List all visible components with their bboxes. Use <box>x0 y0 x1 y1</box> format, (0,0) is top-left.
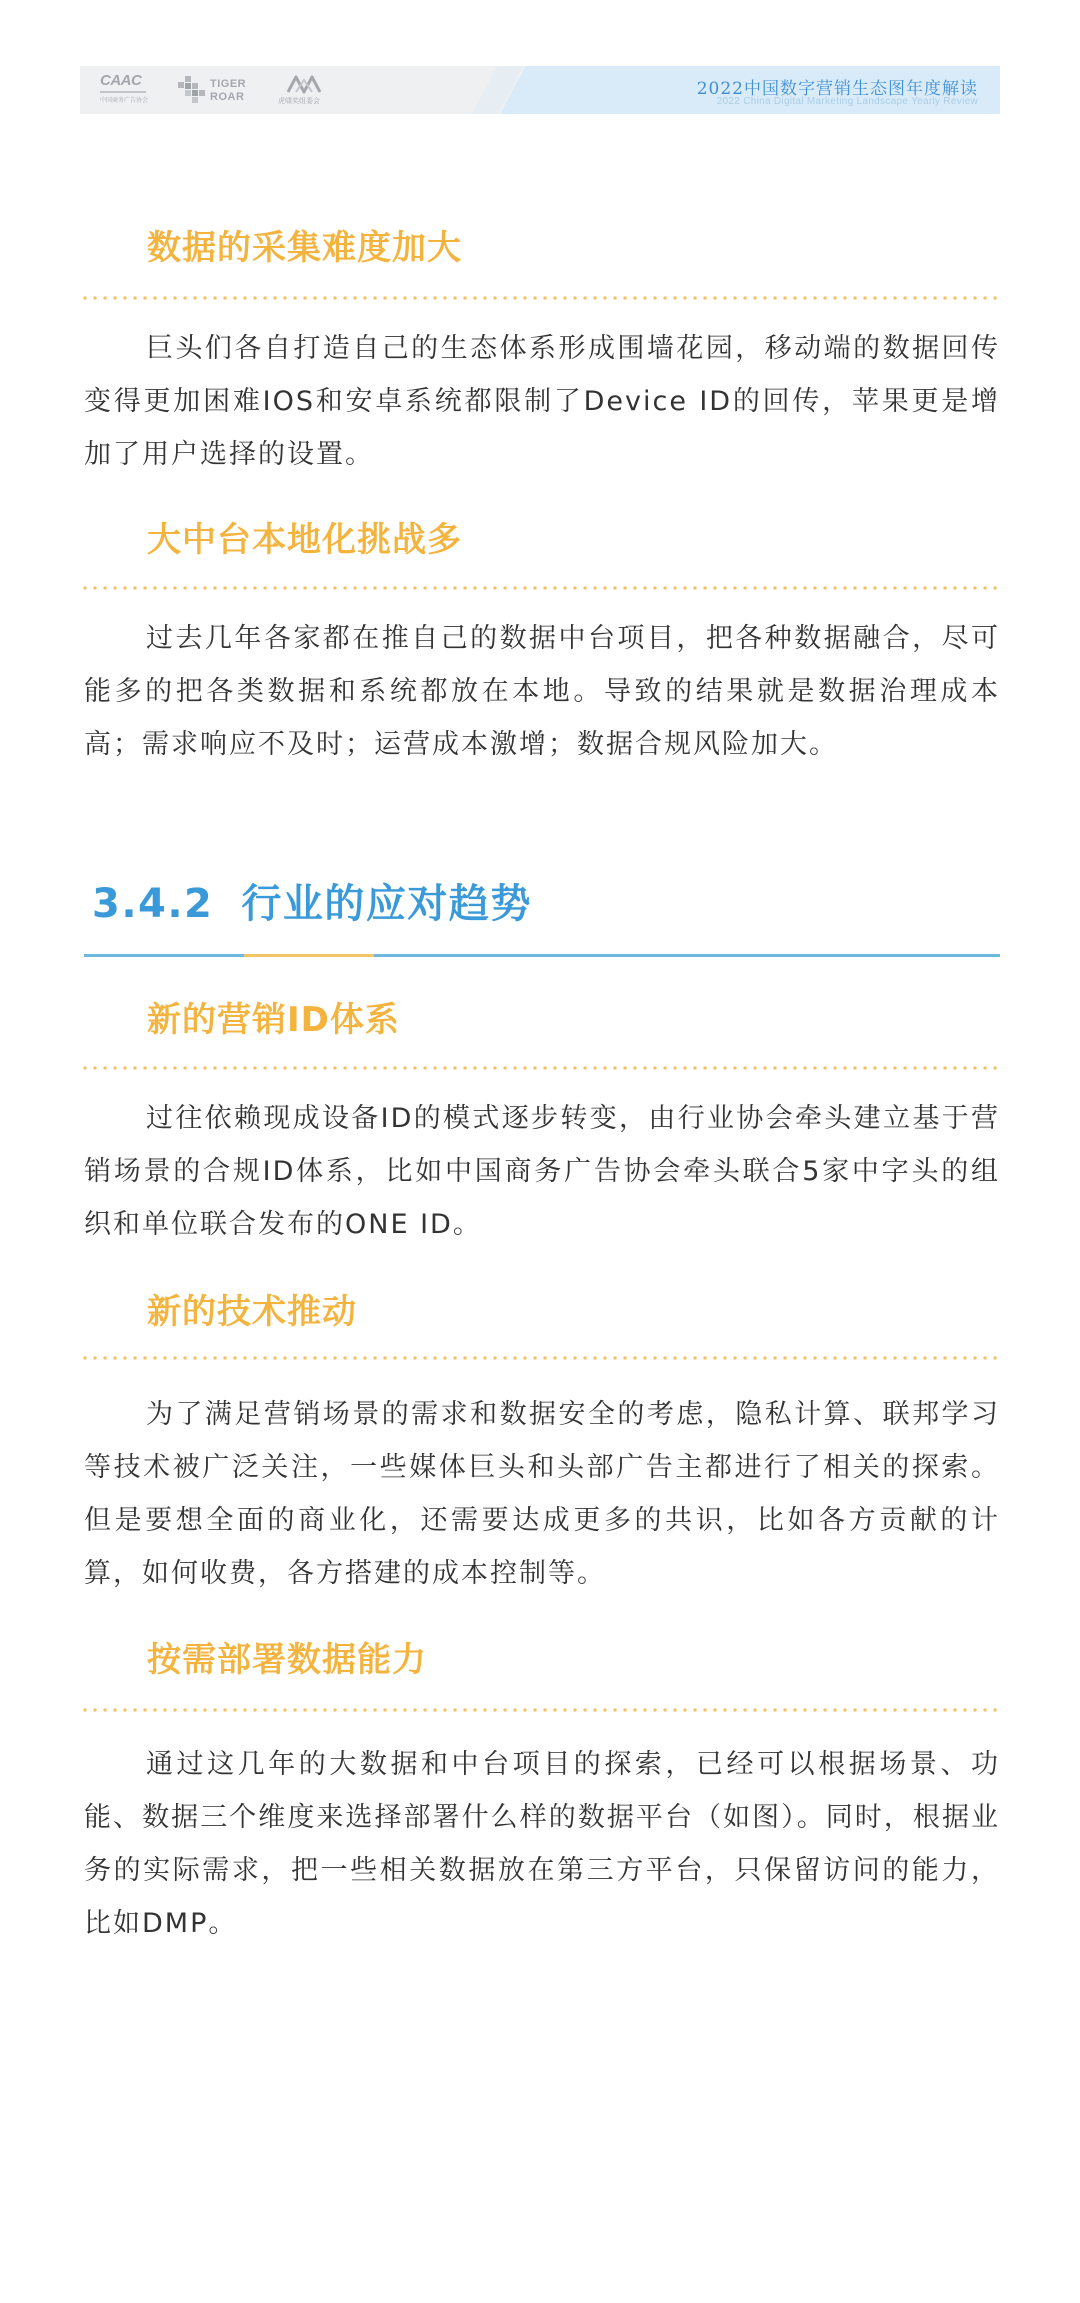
subheading-middle-platform: 大中台本地化挑战多 <box>147 520 462 560</box>
report-title: 2022中国数字营销生态图年度解读 <box>696 79 978 99</box>
tiger-roar-logo <box>178 72 256 108</box>
paragraph-technology: 为了满足营销场景的需求和数据安全的考虑，隐私计算、联邦学习等技术被广泛关注，一些媒体巨头和头部广告主都进行了相关的探索。但是要想全面的商业化，还需要达成更多的共识，比如各方贡献的计算，如何收费，各方搭建的成本控制等。 <box>84 1399 1000 1589</box>
caac-logo-underline <box>100 91 146 93</box>
caac-logo <box>100 72 156 104</box>
paragraph-data-collection: 巨头们各自打造自己的生态体系形成围墙花园，移动端的数据回传变得更加困难IOS和安卓系统都限制了Device ID的回传，苹果更是增加了用户选择的设置。 <box>84 333 1000 470</box>
dotted-divider <box>80 1356 1000 1360</box>
section-underline <box>84 954 1000 957</box>
dotted-divider <box>80 1066 1000 1070</box>
dotted-divider <box>80 586 1000 590</box>
dotted-divider <box>80 296 1000 300</box>
header-banner <box>80 66 1000 114</box>
dotted-divider <box>80 1708 1000 1712</box>
caac-logo-mark: CAAC <box>100 72 142 89</box>
paragraph-middle-platform: 过去几年各家都在推自己的数据中台项目，把各种数据融合，尽可能多的把各类数据和系统都放在本地。导致的结果就是数据治理成本高；需求响应不及时；运营成本激增；数据合规风险加大。 <box>84 623 1000 760</box>
organizing-committee-logo-text: 虎啸奖组委会 <box>278 98 320 105</box>
m-wave-icon <box>286 74 326 94</box>
subheading-data-capability: 按需部署数据能力 <box>147 1640 427 1680</box>
section-underline-accent <box>244 954 374 957</box>
paragraph-marketing-id: 过往依赖现成设备ID的模式逐步转变，由行业协会牵头建立基于营销场景的合规ID体系，比如中国商务广告协会牵头联合5家中字头的组织和单位联合发布的ONE ID。 <box>84 1103 1000 1240</box>
report-subtitle: 2022 China Digital Marketing Landscape Yearly Review <box>716 96 978 107</box>
section-title: 行业的应对趋势 <box>241 881 532 927</box>
paragraph-data-capability: 通过这几年的大数据和中台项目的探索，已经可以根据场景、功能、数据三个维度来选择部署什么样的数据平台（如图）。同时，根据业务的实际需求，把一些相关数据放在第三方平台，只保留访问的能力，比如DMP。 <box>84 1749 1000 1939</box>
organizing-committee-logo <box>278 72 348 108</box>
section-heading <box>92 880 532 928</box>
caac-logo-subtitle: 中国商务广告协会 <box>100 98 149 104</box>
subheading-marketing-id: 新的营销ID体系 <box>147 1000 400 1040</box>
tiger-pixel-icon <box>178 76 206 104</box>
subheading-data-collection: 数据的采集难度加大 <box>147 228 462 268</box>
tiger-roar-logo-text: TIGER ROAR <box>210 78 247 103</box>
subheading-technology: 新的技术推动 <box>147 1292 357 1332</box>
section-number: 3.4.2 <box>92 881 214 927</box>
